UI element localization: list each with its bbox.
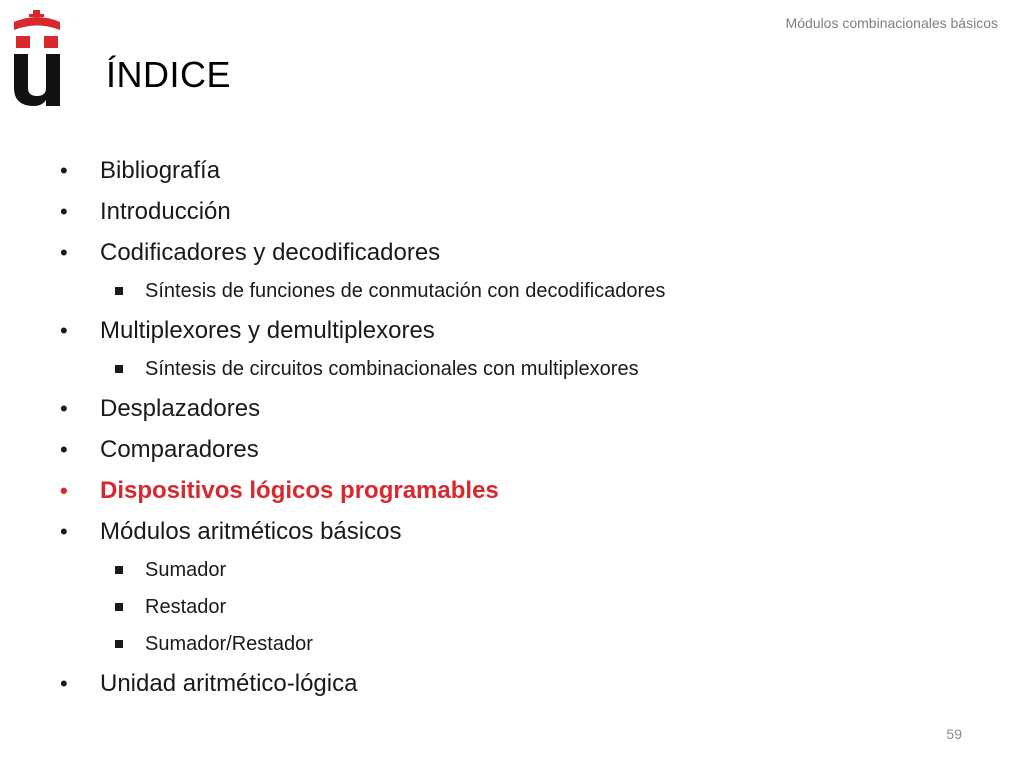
bullet-icon: • — [60, 437, 68, 462]
list-item-label: Módulos aritméticos básicos — [100, 518, 402, 545]
list-item — [60, 511, 960, 552]
sub-list-item — [60, 552, 960, 589]
list-item-label: Introducción — [100, 198, 231, 225]
sub-list-item-label: Síntesis de funciones de conmutación con decodificadores — [145, 280, 666, 302]
list-item-label: Desplazadores — [100, 395, 261, 422]
bullet-icon: • — [60, 158, 68, 183]
square-bullet-icon — [115, 287, 123, 295]
list-item-label: Unidad aritmético-lógica — [100, 670, 358, 697]
square-bullet-icon — [115, 365, 123, 373]
list-item-label: Multiplexores y demultiplexores — [100, 317, 435, 344]
sub-list-item-label: Restador — [145, 596, 227, 618]
header-note: Módulos combinacionales básicos — [785, 15, 998, 31]
list-item — [60, 150, 960, 191]
list-item-label: Comparadores — [100, 436, 259, 463]
bullet-icon: • — [60, 671, 68, 696]
list-item-label: Dispositivos lógicos programables — [100, 477, 499, 504]
list-item — [60, 663, 960, 704]
bullet-icon: • — [60, 199, 68, 224]
list-item-current — [60, 470, 960, 511]
university-logo-icon — [10, 8, 64, 108]
page-number: 59 — [946, 726, 962, 742]
square-bullet-icon — [115, 640, 123, 648]
bullet-icon: • — [60, 519, 68, 544]
bullet-icon: • — [60, 478, 68, 503]
square-bullet-icon — [115, 603, 123, 611]
sub-list-item-label: Sumador/Restador — [145, 633, 313, 655]
sub-list-item-label: Sumador — [145, 559, 227, 581]
page-title: ÍNDICE — [106, 54, 232, 95]
list-item — [60, 232, 960, 273]
bullet-icon: • — [60, 318, 68, 343]
bullet-icon: • — [60, 240, 68, 265]
sub-list-item — [60, 351, 960, 388]
sub-list-item — [60, 626, 960, 663]
square-bullet-icon — [115, 566, 123, 574]
list-item-label: Bibliografía — [100, 157, 221, 184]
bullet-icon: • — [60, 396, 68, 421]
sub-list-item-label: Síntesis de circuitos combinacionales con multiplexores — [145, 358, 639, 380]
list-item — [60, 388, 960, 429]
list-item — [60, 310, 960, 351]
list-item-label: Codificadores y decodificadores — [100, 239, 441, 266]
sub-list-item — [60, 589, 960, 626]
list-item — [60, 191, 960, 232]
list-item — [60, 429, 960, 470]
index-list — [60, 150, 960, 704]
sub-list-item — [60, 273, 960, 310]
